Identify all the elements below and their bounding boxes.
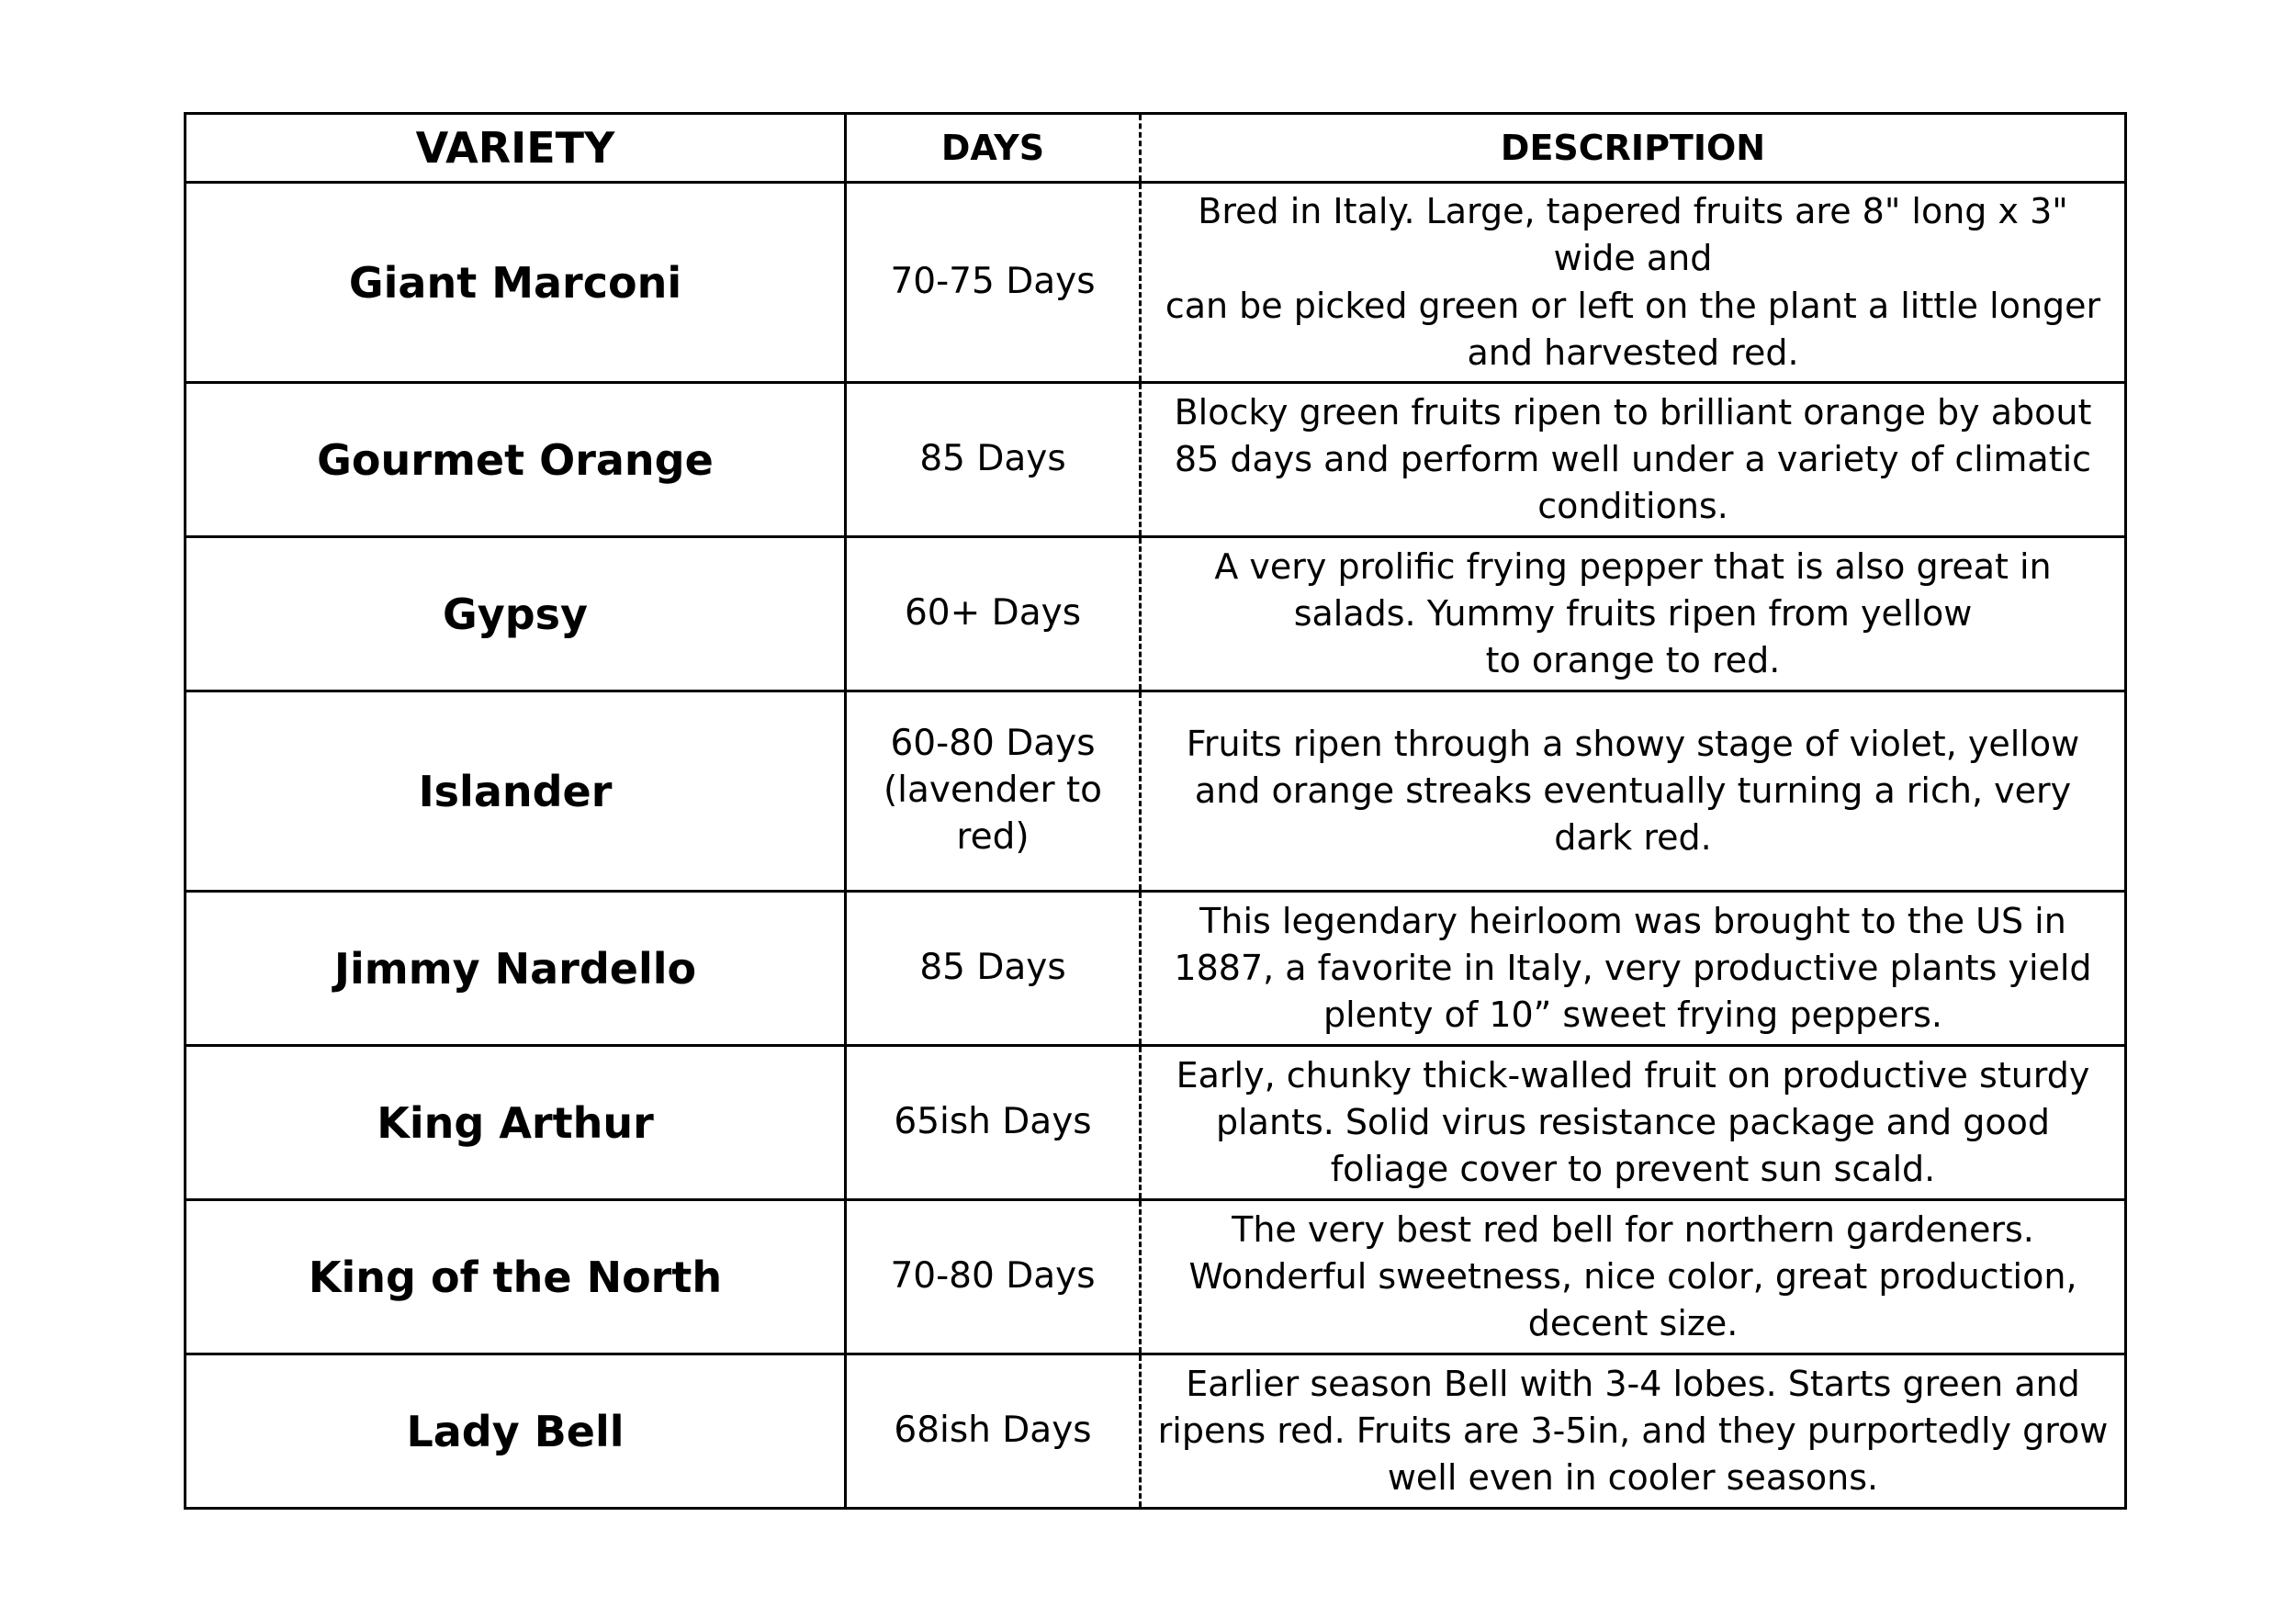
variety-cell: King of the North — [186, 1200, 846, 1354]
days-cell: 85 Days — [846, 383, 1141, 537]
table-row — [186, 691, 2126, 892]
header-description: DESCRIPTION — [1141, 114, 2126, 183]
table-row — [186, 1046, 2126, 1200]
description-cell: Fruits ripen through a showy stage of violet, yellow and orange streaks eventually turning a rich, very dark red. — [1141, 691, 2126, 892]
variety-cell: King Arthur — [186, 1046, 846, 1200]
description-cell: This legendary heirloom was brought to the US in 1887, a favorite in Italy, very productive plants yield plenty of 10” sweet frying peppers. — [1141, 892, 2126, 1046]
days-cell: 70-75 Days — [846, 183, 1141, 383]
days-cell: 60-80 Days (lavender to red) — [846, 691, 1141, 892]
table-row — [186, 1200, 2126, 1354]
variety-cell: Jimmy Nardello — [186, 892, 846, 1046]
variety-cell: Gypsy — [186, 537, 846, 691]
description-cell: The very best red bell for northern gardeners. Wonderful sweetness, nice color, great production, decent size. — [1141, 1200, 2126, 1354]
days-cell: 70-80 Days — [846, 1200, 1141, 1354]
description-cell: A very prolific frying pepper that is also great in salads. Yummy fruits ripen from yellow to orange to red. — [1141, 537, 2126, 691]
table-row — [186, 383, 2126, 537]
variety-cell: Giant Marconi — [186, 183, 846, 383]
description-cell: Blocky green fruits ripen to brilliant orange by about 85 days and perform well under a variety of climatic conditions. — [1141, 383, 2126, 537]
table-row — [186, 183, 2126, 383]
header-row — [186, 114, 2126, 183]
description-cell: Early, chunky thick-walled fruit on productive sturdy plants. Solid virus resistance package and good foliage cover to prevent sun scald. — [1141, 1046, 2126, 1200]
variety-cell: Lady Bell — [186, 1354, 846, 1509]
variety-cell: Islander — [186, 691, 846, 892]
days-cell: 68ish Days — [846, 1354, 1141, 1509]
table-row — [186, 1354, 2126, 1509]
days-cell: 60+ Days — [846, 537, 1141, 691]
days-cell: 65ish Days — [846, 1046, 1141, 1200]
description-cell: Earlier season Bell with 3-4 lobes. Starts green and ripens red. Fruits are 3-5in, and they purportedly grow well even in cooler seasons. — [1141, 1354, 2126, 1509]
description-cell: Bred in Italy. Large, tapered fruits are 8" long x 3" wide and can be picked green or left on the plant a little longer and harvested red. — [1141, 183, 2126, 383]
pepper-variety-table — [184, 112, 2127, 1510]
days-cell: 85 Days — [846, 892, 1141, 1046]
table-row — [186, 537, 2126, 691]
header-variety: VARIETY — [186, 114, 846, 183]
variety-cell: Gourmet Orange — [186, 383, 846, 537]
table-row — [186, 892, 2126, 1046]
header-days: DAYS — [846, 114, 1141, 183]
